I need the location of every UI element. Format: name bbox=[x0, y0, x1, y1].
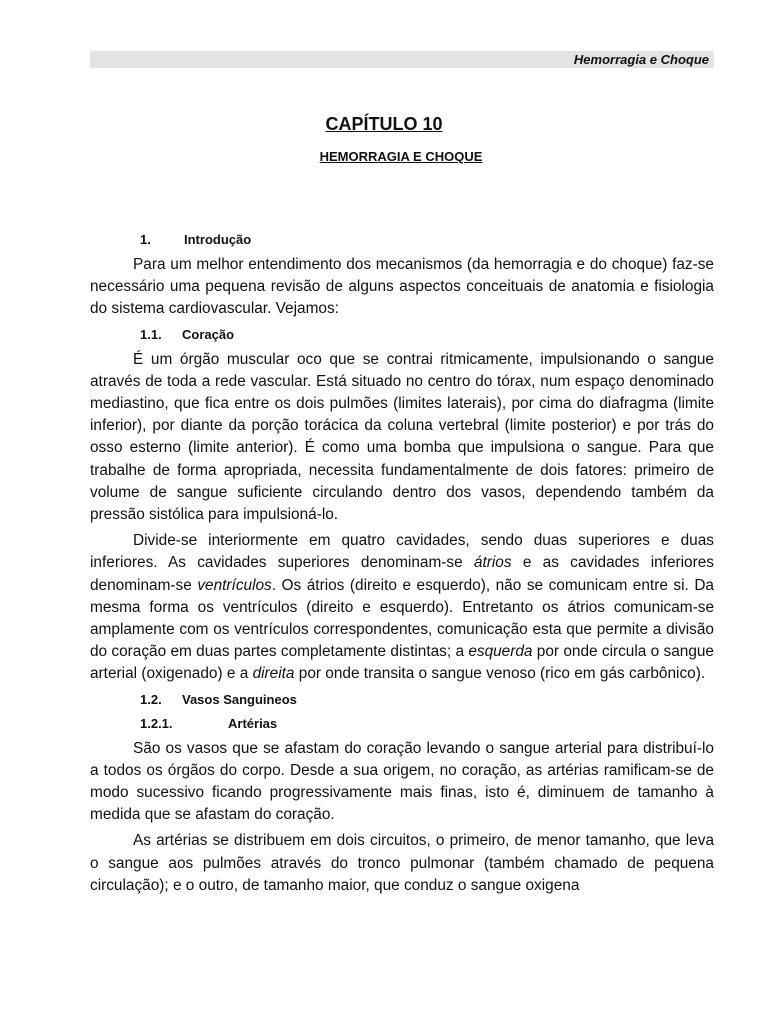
paragraph: É um órgão muscular oco que se contrai ritmicamente, impulsionando o sangue através de toda a rede vascular. Está situado no centro do tórax, num espaço denominado mediastino, que fica entre os dois pulmões (limites laterais), por cima do diafragma (limite inferior), por diante da porção torácica da coluna vertebral (limite posterior) e por trás do osso esterno (limite anterior). É como uma bomba que impulsiona o sangue. Para que trabalhe de forma apropriada, necessita fundamentalmente de dois fatores: primeiro de volume de sangue suficiente circulando dentro dos vasos, dependendo também da pressão sistólica para impulsioná-lo. bbox=[90, 350, 714, 524]
section-title: Introdução bbox=[184, 232, 252, 247]
emphasis-esquerda: esquerda bbox=[468, 643, 533, 661]
section-title: Artérias bbox=[228, 715, 278, 731]
section-number: 1.2. bbox=[140, 691, 162, 707]
paragraph: Divide-se interiormente em quatro cavidades, sendo duas superiores e duas inferiores. As cavidades superiores denominam-se átrios e as cavidades inferiores denominam-se ventrículos. Os átrios (direito e esquerdo), não se comunicam entre si. Da mesma forma os ventrículos (direito e esquerdo). Entretanto os átrios comunicam-se amplamente com os ventrículos correspondentes, comunicação esta que permite a divisão do coração em duas partes completamente distintas; a esquerda por onde circula o sangue arterial (oxigenado) e a direita por onde transita o sangue venoso (rico em gás carbônico). bbox=[90, 532, 714, 683]
section-heading-vasos bbox=[90, 690, 714, 710]
running-header bbox=[90, 51, 714, 68]
chapter-subtitle: HEMORRAGIA E CHOQUE bbox=[319, 149, 483, 164]
paragraph: As artérias se distribuem em dois circuitos, o primeiro, de menor tamanho, que leva o sangue aos pulmões através do tronco pulmonar (também chamado de pequena circulação); e o outro, de tamanho maior, que conduz o sangue oxigena bbox=[90, 832, 714, 894]
emphasis-ventriculos: ventrículos bbox=[197, 576, 272, 594]
section-heading-coracao bbox=[90, 325, 714, 345]
section-heading-arterias bbox=[90, 714, 714, 734]
paragraph: São os vasos que se afastam do coração levando o sangue arterial para distribuí-lo a todos os órgãos do corpo. Desde a sua origem, no coração, as artérias ramificam-se de modo sucessivo ficando progressivamente mais finas, isto é, diminuem de tamanho à medida que se afastam do coração. bbox=[90, 739, 714, 824]
chapter-title: CAPÍTULO 10 bbox=[325, 114, 443, 134]
section-number: 1.1. bbox=[140, 326, 162, 342]
section-title: Vasos Sanguineos bbox=[182, 691, 297, 707]
section-heading-introducao bbox=[90, 230, 714, 250]
section-number: 1.2.1. bbox=[140, 715, 173, 731]
emphasis-direita: direita bbox=[252, 665, 295, 683]
page-body bbox=[90, 230, 714, 901]
running-title: Hemorragia e Choque bbox=[573, 52, 709, 67]
emphasis-atrios: átrios bbox=[473, 554, 512, 572]
section-title: Coração bbox=[182, 326, 235, 342]
paragraph: Para um melhor entendimento dos mecanismos (da hemorragia e do choque) faz-se necessário uma pequena revisão de alguns aspectos conceituais de anatomia e fisiologia do sistema cardiovascular. Vejamos: bbox=[90, 256, 714, 318]
section-number: 1. bbox=[140, 232, 151, 247]
